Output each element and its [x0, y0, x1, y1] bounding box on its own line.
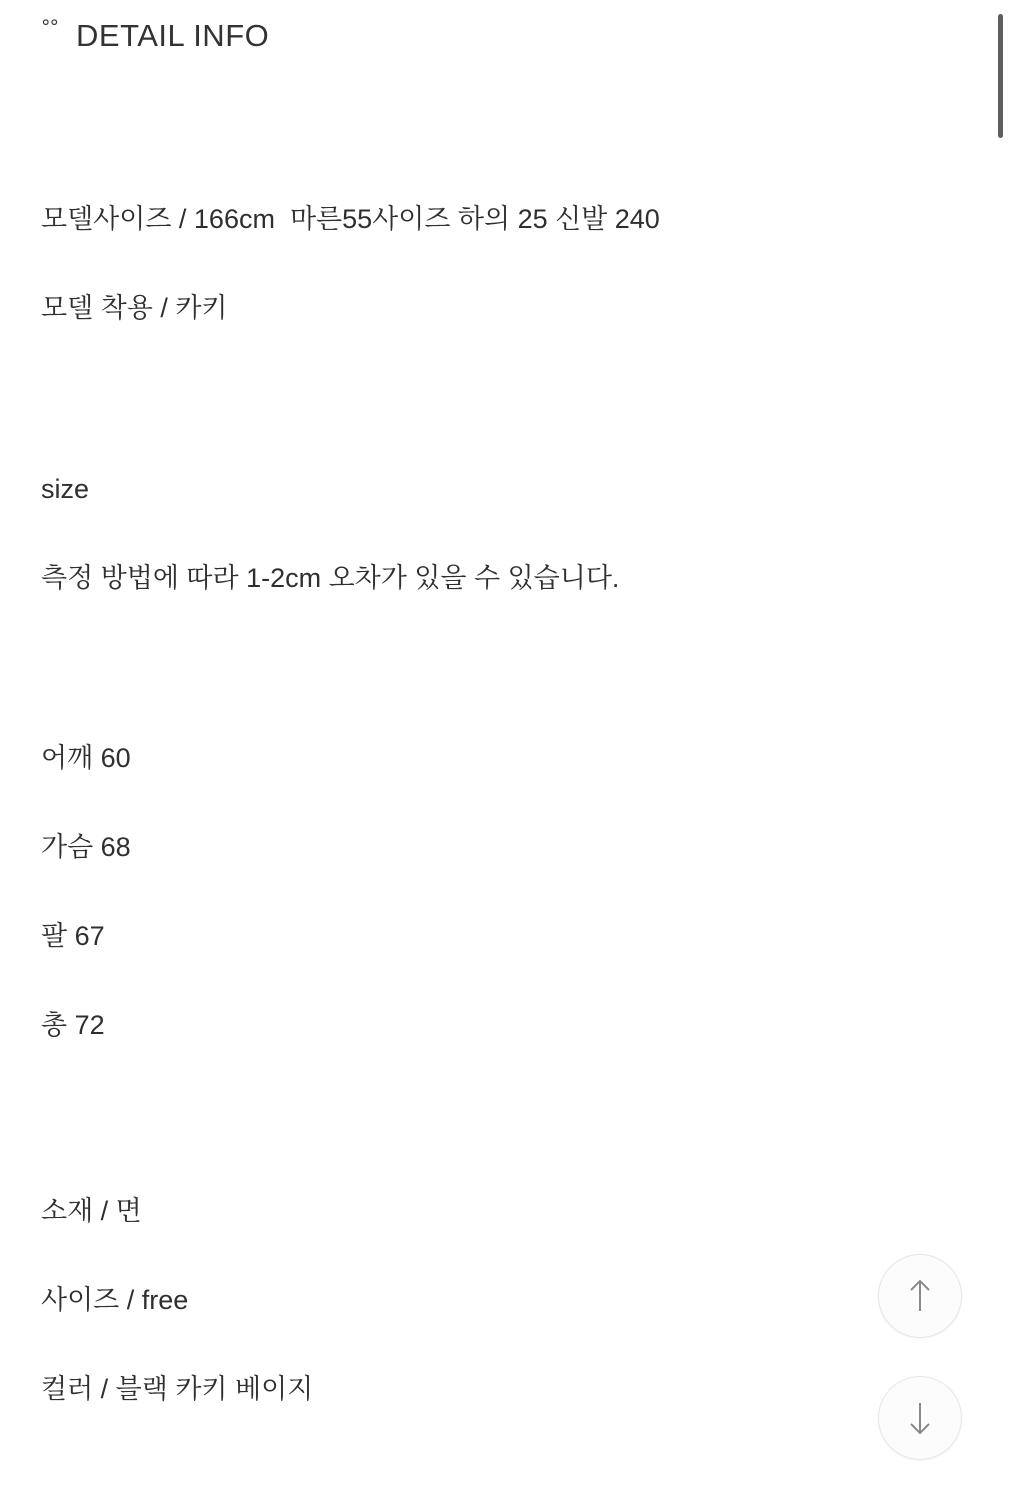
size-tolerance-note: 측정 방법에 따라 1-2cm 오차가 있을 수 있습니다. — [41, 563, 620, 593]
size-label: size — [41, 474, 90, 504]
measurement-total: 총 72 — [41, 1010, 105, 1040]
scrollbar[interactable] — [1003, 0, 1009, 1500]
measurement-chest: 가슴 68 — [41, 832, 131, 862]
spec-material: 소재 / 면 — [41, 1196, 142, 1226]
measurement-sleeve: 팔 67 — [41, 921, 105, 951]
page-title-label: DETAIL INFO — [76, 18, 270, 53]
arrow-down-icon — [905, 1399, 935, 1437]
scroll-to-bottom-button[interactable] — [878, 1376, 962, 1460]
measurement-shoulder: 어깨 60 — [41, 743, 131, 773]
spec-size: 사이즈 / free — [41, 1285, 189, 1315]
measurements-block — [41, 745, 961, 1039]
scroll-to-top-button[interactable] — [878, 1254, 962, 1338]
degree-mark-icon: °° — [41, 15, 58, 38]
scrollbar-thumb[interactable] — [998, 14, 1003, 138]
model-info-block — [41, 206, 961, 322]
model-wearing-line: 모델 착용 / 카키 — [41, 293, 228, 323]
arrow-up-icon — [905, 1277, 935, 1315]
spec-color: 컬러 / 블랙 카키 베이지 — [41, 1374, 314, 1404]
spec-block — [41, 1198, 961, 1403]
page-title — [41, 15, 270, 54]
model-size-line: 모델사이즈 / 166cm 마른55사이즈 하의 25 신발 240 — [41, 204, 660, 234]
size-heading-block — [41, 476, 961, 592]
